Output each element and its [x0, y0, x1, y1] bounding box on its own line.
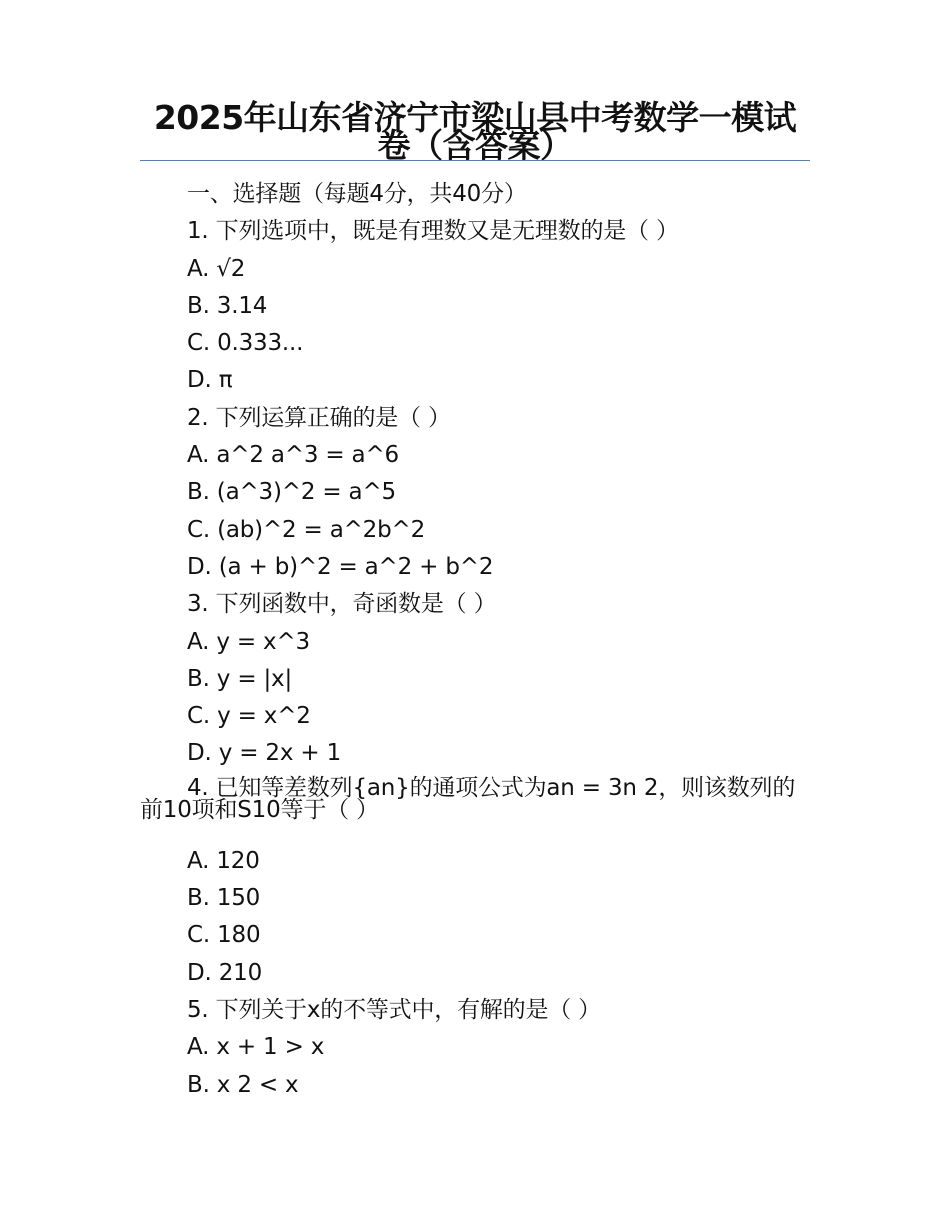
answer-option: B. 150 [187, 885, 261, 912]
answer-option: C. y = x^2 [187, 703, 311, 730]
answer-option: D. (a + b)^2 = a^2 + b^2 [187, 553, 494, 580]
answer-option: B. x 2 < x [187, 1071, 299, 1098]
question-list [140, 176, 810, 1104]
title-underline [140, 160, 810, 161]
answer-option: B. 3.14 [187, 292, 268, 319]
answer-option: A. y = x^3 [187, 628, 310, 655]
answer-option: B. (a^3)^2 = a^5 [187, 479, 396, 506]
answer-option: A. a^2 a^3 = a^6 [187, 442, 399, 469]
question-stem: 2. 下列运算正确的是（ ） [187, 404, 451, 431]
answer-option: D. 210 [187, 959, 263, 986]
answer-option: C. 180 [187, 922, 261, 949]
answer-option: C. (ab)^2 = a^2b^2 [187, 516, 426, 543]
answer-option: A. √2 [187, 255, 246, 282]
question-stem: 5. 下列关于x的不等式中，有解的是（ ） [187, 996, 601, 1023]
section-heading: 一、选择题（每题4分，共40分） [187, 181, 527, 207]
question-stem: 3. 下列函数中，奇函数是（ ） [187, 591, 497, 618]
answer-option: B. y = |x| [187, 665, 293, 692]
answer-option: A. x + 1 > x [187, 1034, 325, 1061]
answer-option: A. 120 [187, 847, 260, 874]
document-title: 2025年山东省济宁市梁山县中考数学一模试卷（含答案） [153, 98, 797, 165]
question-stem: 4. 已知等差数列{an}的通项公式为an = 3n 2，则该数列的前10项和S10等于（ ） [140, 774, 796, 823]
answer-option: D. π [187, 367, 233, 394]
answer-option: C. 0.333... [187, 330, 304, 357]
answer-option: D. y = 2x + 1 [187, 740, 342, 767]
question-stem: 1. 下列选项中，既是有理数又是无理数的是（ ） [187, 218, 679, 245]
